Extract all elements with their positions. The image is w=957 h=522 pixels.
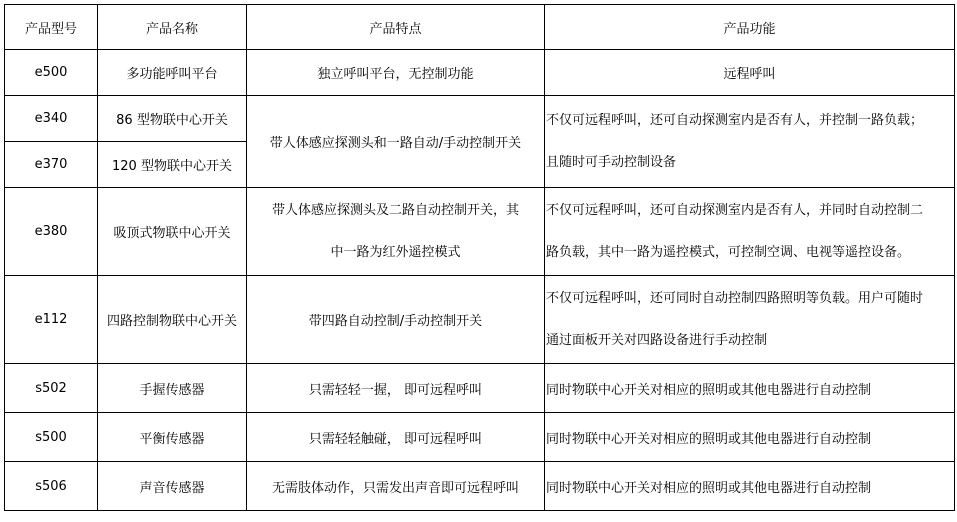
table-row [5,96,955,142]
function-line: 且随时可手动控制设备 [546,154,677,170]
table-row [5,188,955,276]
cell-feature: 只需轻轻触碰， 即可远程呼叫 [247,413,545,462]
feature-line: 带人体感应探测头及二路自动控制开关，其 [271,202,519,218]
cell-name: 平衡传感器 [98,413,247,462]
cell-model: e380 [5,188,98,276]
cell-model: e370 [5,142,98,188]
table-row [5,462,955,511]
function-line: 通过面板开关对四路设备进行手动控制 [546,332,768,348]
function-line: 不仅可远程呼叫，还可自动探测室内是否有人，并同时自动控制二 [546,202,924,218]
cell-name: 86 型物联中心开关 [98,96,247,142]
cell-function: 同时物联中心开关对相应的照明或其他电器进行自动控制 [545,364,955,413]
cell-feature: 只需轻轻一握， 即可远程呼叫 [247,364,545,413]
table-row [5,413,955,462]
cell-feature: 独立呼叫平台，无控制功能 [247,50,545,96]
cell-model: e500 [5,50,98,96]
cell-function: 远程呼叫 [545,50,955,96]
cell-model: e112 [5,276,98,364]
function-line: 不仅可远程呼叫，还可同时自动控制四路照明等负载。用户可随时 [546,290,924,306]
cell-function: 同时物联中心开关对相应的照明或其他电器进行自动控制 [545,413,955,462]
header-name: 产品名称 [98,5,247,50]
table-row [5,50,955,96]
cell-model: e340 [5,96,98,142]
cell-feature: 带四路自动控制/手动控制开关 [247,276,545,364]
cell-function: 同时物联中心开关对相应的照明或其他电器进行自动控制 [545,462,955,511]
table-row [5,364,955,413]
header-feature: 产品特点 [247,5,545,50]
cell-name: 手握传感器 [98,364,247,413]
cell-model: s500 [5,413,98,462]
table-header-row [5,5,955,50]
feature-line: 中一路为红外遥控模式 [330,244,461,260]
cell-model: s502 [5,364,98,413]
product-table [4,4,955,511]
cell-function [545,188,955,276]
cell-feature [247,188,545,276]
cell-feature: 无需肢体动作，只需发出声音即可远程呼叫 [247,462,545,511]
table-row [5,276,955,364]
cell-name: 吸顶式物联中心开关 [98,188,247,276]
cell-feature-merged: 带人体感应探测头和一路自动/手动控制开关 [247,96,545,188]
cell-name: 四路控制物联中心开关 [98,276,247,364]
header-model: 产品型号 [5,5,98,50]
cell-function [545,276,955,364]
cell-name: 120 型物联中心开关 [98,142,247,188]
cell-function-merged [545,96,955,188]
function-line: 路负载，其中一路为遥控模式，可控制空调、电视等遥控设备。 [546,244,911,260]
function-line: 不仅可远程呼叫，还可自动探测室内是否有人，并控制一路负载； [546,112,924,128]
cell-name: 多功能呼叫平台 [98,50,247,96]
cell-model: s506 [5,462,98,511]
cell-name: 声音传感器 [98,462,247,511]
header-function: 产品功能 [545,5,955,50]
